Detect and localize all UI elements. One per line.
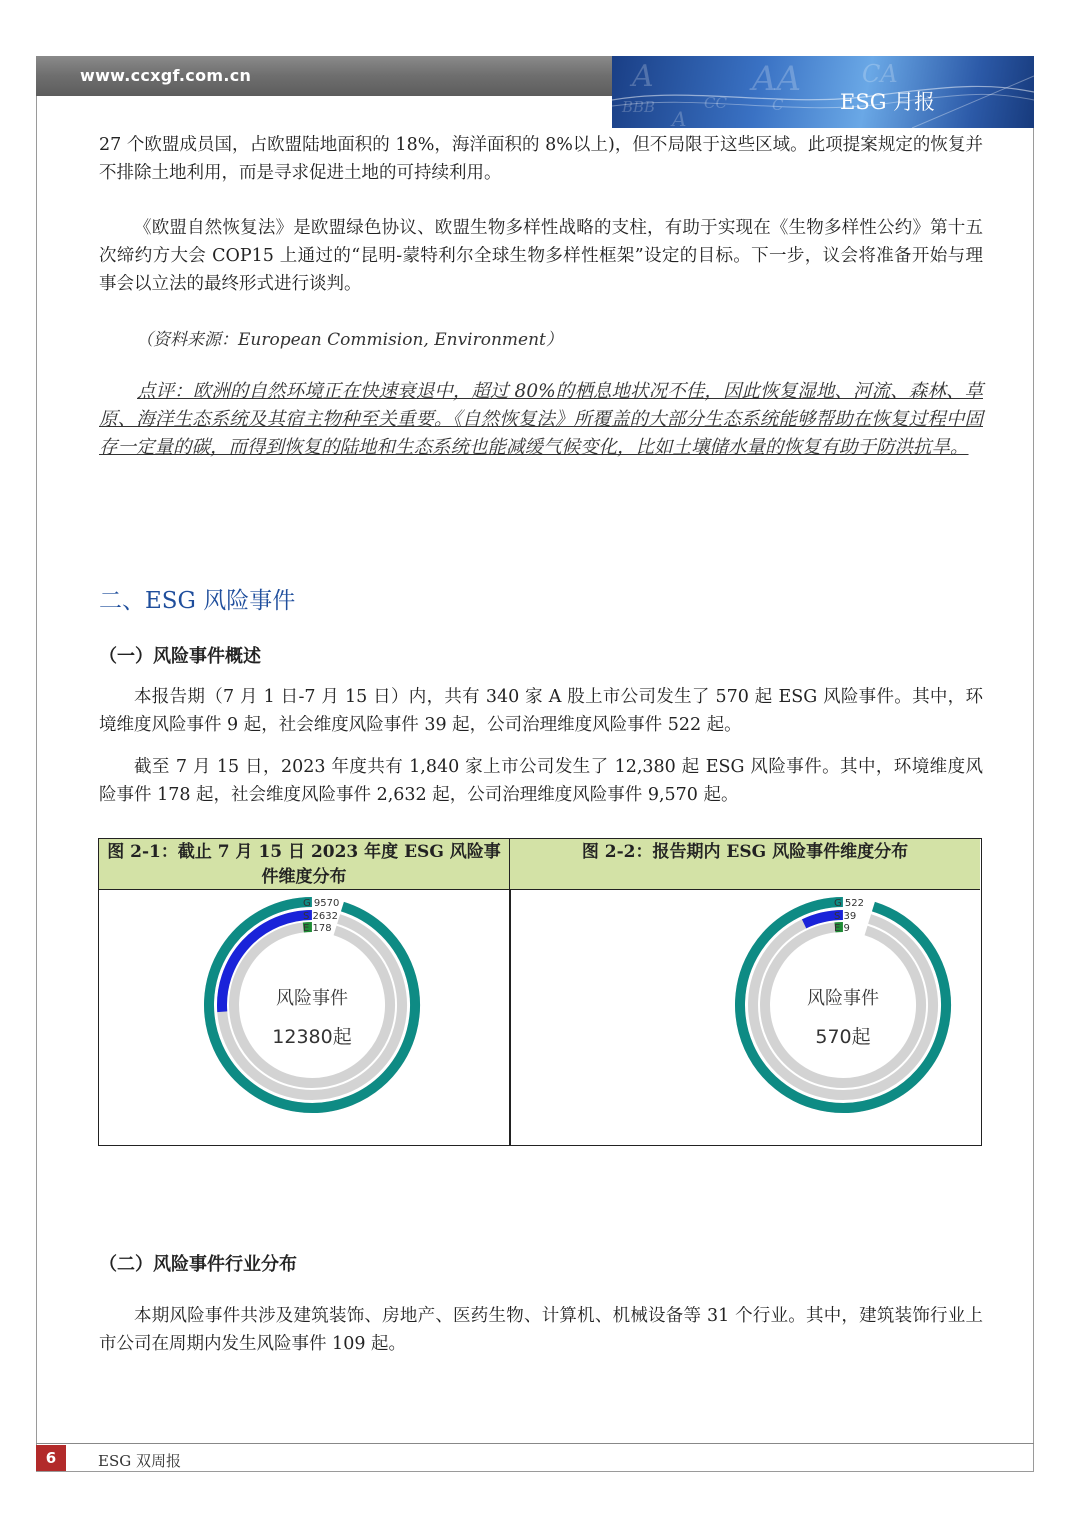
- ring-label-g: G 9570: [303, 898, 340, 909]
- paragraph-period-events: 本报告期（7 月 1 日-7 月 15 日）内，共有 340 家 A 股上市公司发生了 570 起 ESG 风险事件。其中，环境维度风险事件 9 起，社会维度风险事件 39 起，公司治理维度风险事件 522 起。: [99, 687, 983, 735]
- svg-text:A: A: [672, 107, 687, 128]
- source-note: （资料来源：European Commision, Environment）: [136, 330, 563, 350]
- subsection-industry: （二）风险事件行业分布: [99, 1254, 297, 1275]
- paragraph-ytd-events: 截至 7 月 15 日，2023 年度共有 1,840 家上市公司发生了 12,380 起 ESG 风险事件。其中，环境维度风险事件 178 起，社会维度风险事件 2,632 起，公司治理维度风险事件 9,570 起。: [99, 757, 983, 805]
- svg-text:BBB: BBB: [622, 98, 656, 116]
- figure-2-2-title: 图 2-2：报告期内 ESG 风险事件维度分布: [510, 839, 980, 890]
- ring-label-e: E 9: [834, 923, 850, 934]
- center-value: 570起: [815, 1026, 871, 1048]
- section-title: 二、ESG 风险事件: [99, 588, 296, 614]
- center-label: 风险事件: [807, 988, 879, 1009]
- svg-text:A: A: [632, 59, 654, 94]
- svg-text:CC: CC: [704, 94, 727, 112]
- ring-label-e: E 178: [303, 923, 332, 934]
- svg-text:AA: AA: [752, 59, 802, 99]
- banner-decoration: [612, 56, 1034, 128]
- page-number: 6: [36, 1445, 66, 1471]
- paragraph-industry: 本期风险事件共涉及建筑装饰、房地产、医药生物、计算机、机械设备等 31 个行业。其中，建筑装饰行业上市公司在周期内发生风险事件 109 起。: [99, 1306, 983, 1354]
- ring-label-s: S 39: [834, 911, 857, 922]
- footer-title: ESG 双周报: [98, 1452, 181, 1470]
- center-value: 12380起: [272, 1026, 352, 1048]
- center-label: 风险事件: [276, 988, 348, 1009]
- site-url: www.ccxgf.com.cn: [80, 66, 252, 85]
- subsection-overview: （一）风险事件概述: [99, 646, 261, 667]
- header-banner: [612, 56, 1034, 128]
- report-title: ESG 月报: [840, 90, 936, 114]
- chart-period-dimension: [511, 891, 980, 1146]
- figure-2-1-title: 图 2-1：截止 7 月 15 日 2023 年度 ESG 风险事件维度分布: [99, 839, 510, 890]
- figure-table: [98, 838, 982, 1146]
- svg-text:CA: CA: [862, 60, 898, 88]
- footer-rule: [36, 1443, 1034, 1444]
- ring-label-g: G 522: [834, 898, 865, 909]
- paragraph-nature-restoration-law: 《欧盟自然恢复法》是欧盟绿色协议、欧盟生物多样性战略的支柱，有助于实现在《生物多样性公约》第十五次缔约方大会 COP15 上通过的“昆明-蒙特利尔全球生物多样性框架”设定的目标。下一步，议会将准备开始与理事会以立法的最终形式进行谈判。: [99, 218, 983, 294]
- svg-text:C: C: [772, 96, 784, 114]
- commentary: 点评：欧洲的自然环境正在快速衰退中，超过 80%的栖息地状况不佳，因此恢复湿地、河流、森林、草原、海洋生态系统及其宿主物种至关重要。《自然恢复法》所覆盖的大部分生态系统能够帮助在恢复过程中固存一定量的碳，而得到恢复的陆地和生态系统也能减缓气候变化，比如土壤储水量的恢复有助于防洪抗旱。: [99, 381, 983, 458]
- chart-ytd-dimension: [99, 891, 509, 1146]
- ring-label-s: S 2632: [303, 911, 338, 922]
- paragraph-eu-coverage: 27 个欧盟成员国，占欧盟陆地面积的 18%，海洋面积的 8%以上)，但不局限于这些区域。此项提案规定的恢复并不排除土地利用，而是寻求促进土地的可持续利用。: [99, 135, 983, 183]
